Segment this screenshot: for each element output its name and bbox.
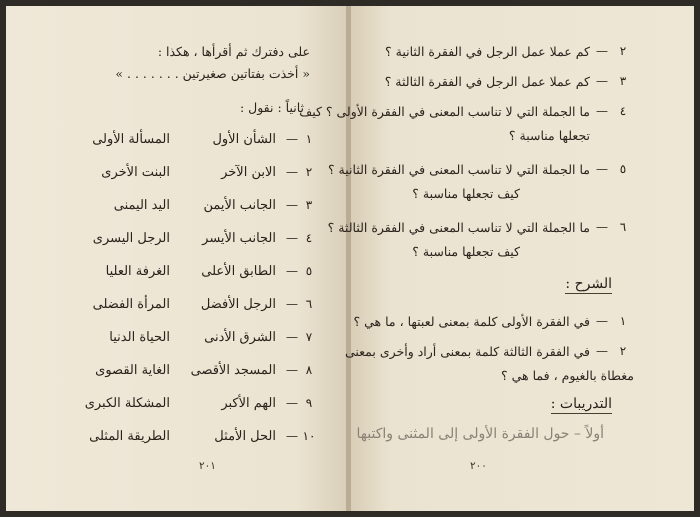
sharh-dash: — — [596, 344, 608, 358]
sharh-text: في الفقرة الأولى كلمة بمعنى لعبتها ، ما هي ؟ — [353, 314, 590, 329]
question-number: ٦ — [619, 220, 627, 234]
heading-sharh: الشرح : — [565, 276, 612, 292]
sharh-text: في الفقرة الثالثة كلمة بمعنى أراد وأخرى بمعنى — [344, 344, 590, 359]
row-dash: — — [286, 429, 298, 443]
tadribat-line: أولاً – حول الفقرة الأولى إلى المثنى واكتبها — [356, 426, 604, 442]
feminine-phrase: المشكلة الكبرى — [84, 396, 170, 411]
question-number: ٢ — [619, 44, 627, 58]
book-gutter — [346, 6, 351, 511]
row-dash: — — [286, 396, 298, 410]
masculine-phrase: الشأن الأول — [212, 132, 276, 147]
row-number: ٥ — [305, 264, 313, 278]
feminine-phrase: المرأة الفضلى — [92, 297, 170, 312]
sharh-number: ٢ — [619, 344, 627, 358]
question-text: كم عملا عمل الرجل في الفقرة الثالثة ؟ — [384, 74, 590, 89]
row-number: ١٠ — [302, 429, 316, 443]
row-dash: — — [286, 264, 298, 278]
row-dash: — — [286, 132, 298, 146]
masculine-phrase: الشرق الأدنى — [204, 330, 276, 345]
question-continuation: كيف تجعلها مناسبة ؟ — [412, 186, 520, 201]
row-dash: — — [286, 165, 298, 179]
question-number: ٥ — [619, 162, 627, 176]
question-text: كم عملا عمل الرجل في الفقرة الثانية ؟ — [385, 44, 590, 59]
row-number: ٨ — [305, 363, 313, 377]
row-number: ٩ — [305, 396, 313, 410]
row-number: ٢ — [305, 165, 313, 179]
page-number-left: ٢٠١ — [199, 460, 216, 472]
question-text: ما الجملة التي لا تناسب المعنى في الفقرة الثانية ؟ — [327, 162, 590, 177]
page-number-right: ٢٠٠ — [470, 460, 487, 472]
intro-line-2: « أخذت بفتاتين صغيرتين . . . . . . . » — [115, 66, 310, 81]
masculine-phrase: الجانب الأيمن — [203, 198, 276, 213]
question-dash: — — [596, 162, 608, 176]
row-number: ٣ — [305, 198, 313, 212]
feminine-phrase: المسألة الأولى — [92, 132, 170, 147]
question-number: ٤ — [619, 104, 627, 118]
question-dash: — — [596, 74, 608, 88]
masculine-phrase: المسجد الأقصى — [190, 363, 276, 378]
question-text: ما الجملة التي لا تناسب المعنى في الفقرة الثالثة ؟ — [327, 220, 590, 235]
row-number: ١ — [305, 132, 313, 146]
question-dash: — — [596, 44, 608, 58]
section-label: ثانياً : نقول : — [239, 100, 304, 115]
masculine-phrase: الرجل الأفضل — [200, 297, 276, 312]
masculine-phrase: الجانب الأيسر — [202, 231, 276, 246]
question-dash: — — [596, 104, 608, 118]
row-number: ٤ — [305, 231, 313, 245]
row-dash: — — [286, 330, 298, 344]
intro-line-1: على دفترك ثم أقرأها ، هكذا : — [157, 44, 310, 59]
masculine-phrase: الابن الآخر — [221, 165, 276, 180]
masculine-phrase: الهم الأكبر — [221, 396, 276, 411]
feminine-phrase: الغاية القصوى — [95, 363, 170, 378]
row-dash: — — [286, 198, 298, 212]
row-dash: — — [286, 297, 298, 311]
sharh-continuation: مغطاة بالغيوم ، فما هي ؟ — [501, 368, 634, 383]
masculine-phrase: الحل الأمثل — [214, 429, 276, 444]
row-number: ٦ — [305, 297, 313, 311]
row-number: ٧ — [305, 330, 313, 344]
feminine-phrase: الطريقة المثلى — [89, 429, 170, 444]
question-continuation: كيف تجعلها مناسبة ؟ — [412, 244, 520, 259]
feminine-phrase: البنت الأخرى — [101, 165, 170, 180]
question-dash: — — [596, 220, 608, 234]
heading-tadribat: التدريبات : — [550, 396, 612, 412]
feminine-phrase: الحياة الدنيا — [109, 330, 170, 345]
question-text: ما الجملة التي لا تناسب المعنى في الفقرة الأولى ؟ كيف — [299, 104, 590, 119]
sharh-number: ١ — [619, 314, 627, 328]
feminine-phrase: الرجل اليسرى — [92, 231, 170, 246]
feminine-phrase: الغرفة العليا — [105, 264, 170, 279]
row-dash: — — [286, 231, 298, 245]
question-number: ٣ — [619, 74, 627, 88]
row-dash: — — [286, 363, 298, 377]
question-continuation: تجعلها مناسبة ؟ — [508, 128, 590, 143]
masculine-phrase: الطابق الأعلى — [201, 264, 276, 279]
sharh-dash: — — [596, 314, 608, 328]
feminine-phrase: اليد اليمنى — [113, 198, 170, 213]
